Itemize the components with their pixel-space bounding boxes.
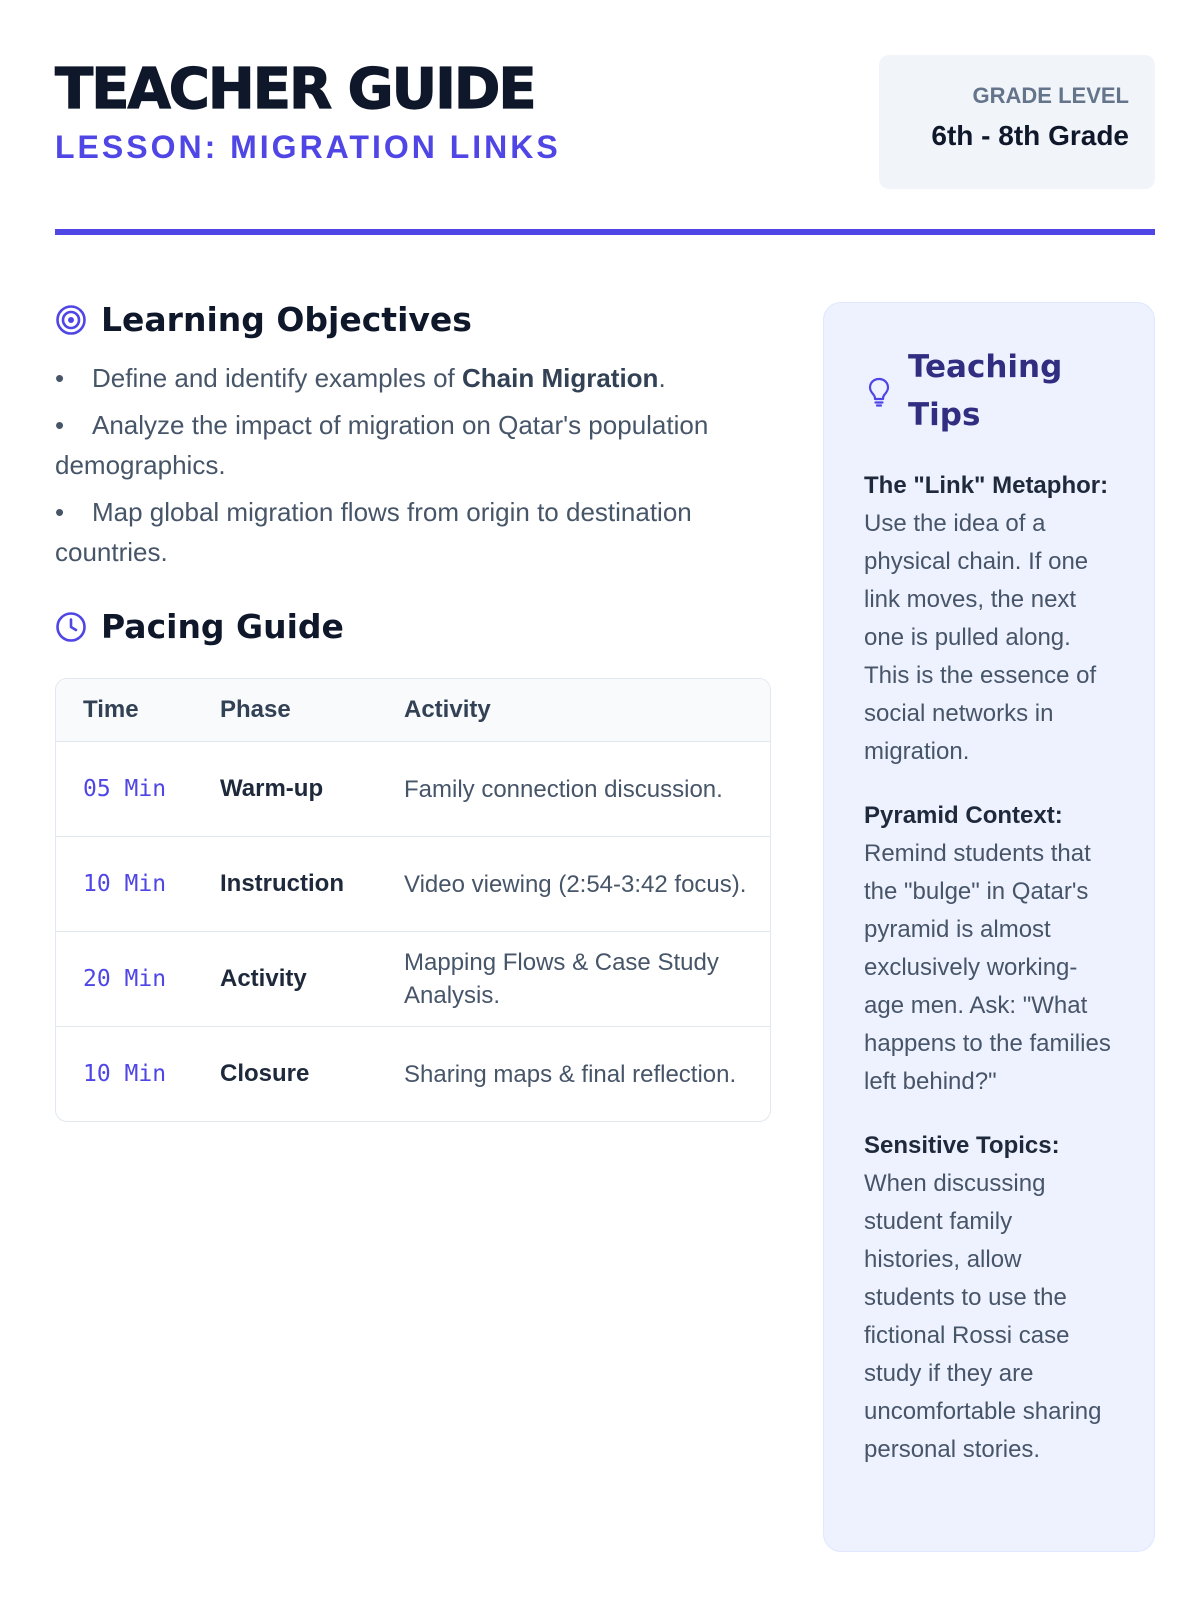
tip-item [864,797,1114,1101]
objective-key-term: Chain Migration [462,363,659,393]
bullet-icon: • [55,410,65,440]
column-header-phase: Phase [193,679,377,742]
objective-item [55,358,775,398]
activity-cell: Video viewing (2:54-3:42 focus). [377,837,770,932]
activity-cell: Sharing maps & final reflection. [404,1060,737,1088]
objective-text: Analyze the impact of migration on Qatar's population demographics. [55,410,709,480]
tip-heading: Sensitive Topics: [864,1132,1060,1159]
table-header-row [56,679,770,742]
tip-text: When discussing student family histories, allow students to use the fictional Rossi case study if they are uncomfortable sharing personal stories. [864,1170,1102,1463]
pacing-heading [55,607,344,646]
pacing-table [55,678,771,1122]
page-title: TEACHER GUIDE [55,57,535,122]
activity-cell: Mapping Flows & Case Study Analysis. [377,932,770,1027]
tip-item [864,1127,1114,1469]
tip-heading: Pyramid Context: [864,802,1063,829]
bullet-icon: • [55,497,65,527]
tip-text: Remind students that the "bulge" in Qatar's pyramid is almost exclusively working-age men. Ask: "What happens to the families left behind?" [864,840,1111,1095]
tips-heading [864,343,1114,439]
objectives-heading [55,300,472,339]
target-icon [55,304,87,336]
table-row [56,742,770,837]
tip-item [864,467,1114,771]
grade-level-label: GRADE LEVEL [972,83,1129,108]
teaching-tips-panel [823,302,1155,1552]
tips-title: Teaching Tips [908,349,1063,433]
time-cell: 20 Min [56,932,193,1027]
time-cell: 05 Min [56,742,193,837]
time-cell: 10 Min [56,837,193,932]
clock-icon [55,611,87,643]
phase-cell: Activity [193,932,377,1027]
time-cell: 10 Min [83,1060,167,1087]
header-divider [55,229,1155,235]
objectives-list [55,358,775,579]
grade-level-card [879,55,1155,189]
column-header-activity: Activity [377,679,770,742]
grade-level-value: 6th - 8th Grade [931,120,1129,151]
bullet-icon: • [55,363,65,393]
objective-text: Map global migration flows from origin to destination countries. [55,497,692,567]
table-row [56,932,770,1027]
teacher-guide-page [55,0,1155,1600]
table-row [56,1027,770,1122]
phase-cell: Warm-up [193,742,377,837]
tip-text: Use the idea of a physical chain. If one link moves, the next one is pulled along. This is the essence of social networks in migration. [864,510,1097,765]
table-row [56,837,770,932]
column-header-time: Time [56,679,193,742]
objective-item [55,405,775,485]
objectives-title: Learning Objectives [101,300,472,339]
activity-cell: Family connection discussion. [377,742,770,837]
objective-text-end: . [658,363,666,393]
tip-heading: The "Link" Metaphor: [864,472,1109,499]
header [55,55,1155,235]
pacing-title: Pacing Guide [101,607,344,646]
lightbulb-icon [864,374,894,408]
phase-cell: Closure [220,1060,310,1087]
phase-cell: Instruction [193,837,377,932]
objective-text: Define and identify examples of [92,363,462,393]
objective-item [55,492,775,572]
lesson-subtitle: LESSON: MIGRATION LINKS [55,129,561,165]
